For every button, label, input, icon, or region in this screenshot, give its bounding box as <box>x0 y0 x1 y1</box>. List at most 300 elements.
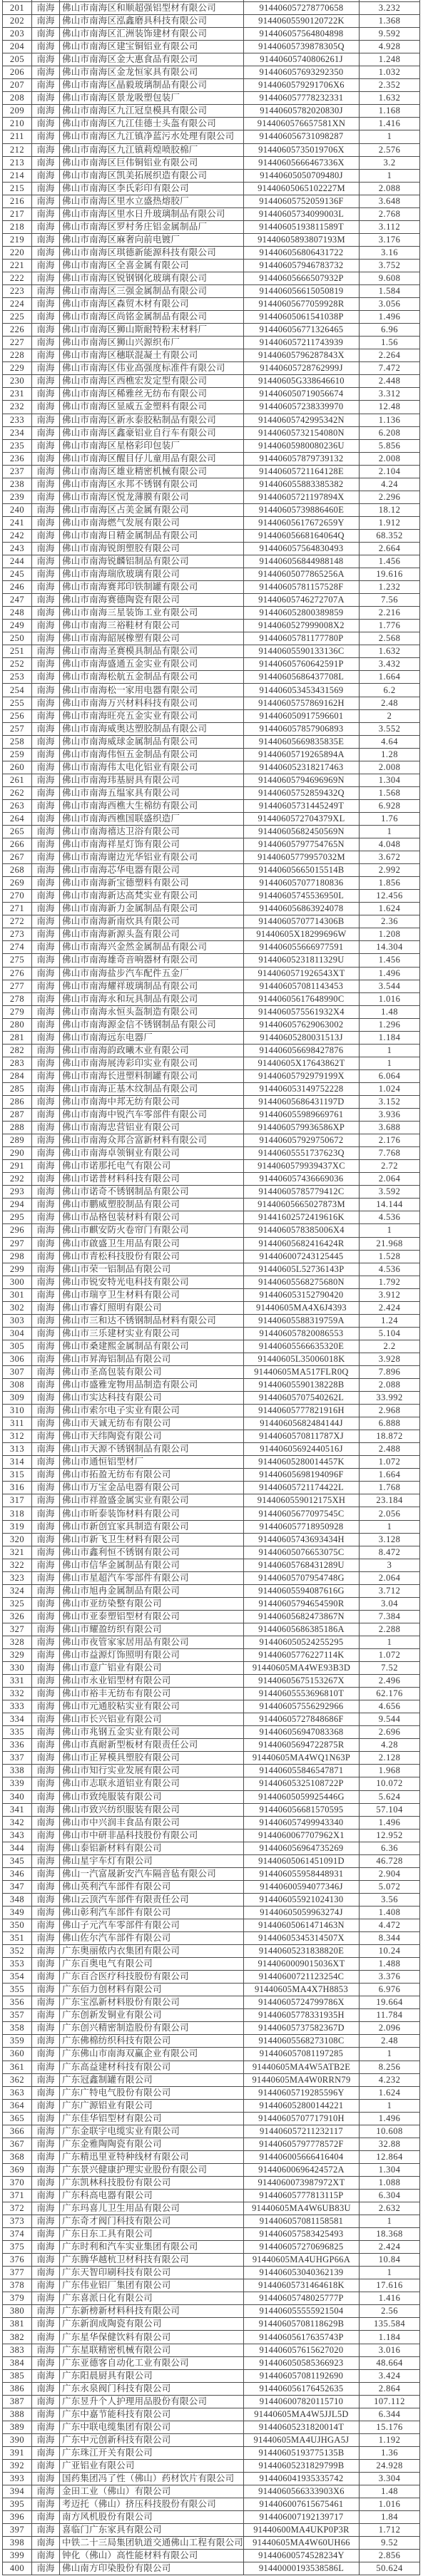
value-cell: 2.088 <box>360 183 420 195</box>
company-name-cell: 佛山市南海远东电器厂 <box>60 1032 244 1044</box>
value-cell: 3.376 <box>360 1971 420 1983</box>
table-row <box>3 1984 420 1996</box>
region-cell: 南海 <box>32 2190 60 2202</box>
credit-code-cell: 914406057820086553 <box>244 1328 360 1340</box>
region-cell: 南海 <box>32 1134 60 1146</box>
value-cell: 48.664 <box>360 2357 420 2369</box>
table-row <box>3 1122 420 1134</box>
credit-code-cell: 91440605721197894X <box>244 491 360 503</box>
company-name-cell: 佛山星宇车灯有限公司 <box>60 1855 244 1867</box>
value-cell: 2.128 <box>360 1752 420 1764</box>
value-cell: 3.04 <box>360 1598 420 1610</box>
company-name-cell: 佛山市南海松航五金制品有限公司 <box>60 671 244 683</box>
table-row <box>3 1134 420 1147</box>
credit-code-cell: 91440605061451091D <box>244 1855 360 1867</box>
region-cell: 南海 <box>32 1430 60 1442</box>
value-cell: 135.584 <box>360 2318 420 2330</box>
credit-code-cell: 914406057946783732 <box>244 260 360 272</box>
credit-code-cell: 914406055883385382 <box>244 478 360 491</box>
table-row <box>3 864 420 877</box>
company-name-cell: 佛山市南海三裕鞋材有限公司 <box>60 620 244 632</box>
row-number-cell: 274 <box>3 941 32 953</box>
value-cell: 1.416 <box>360 2292 420 2304</box>
value-cell: 23.184 <box>360 1494 420 1507</box>
credit-code-cell: 914406053149752228 <box>244 1083 360 1095</box>
credit-code-cell: 91440605193811589T <box>244 221 360 233</box>
region-cell: 南海 <box>32 2215 60 2227</box>
table-row <box>3 1559 420 1572</box>
value-cell: 3.16 <box>360 247 420 259</box>
value-cell: 5.624 <box>360 1791 420 1803</box>
table-row <box>3 1726 420 1739</box>
region-cell: 南海 <box>32 851 60 863</box>
table-row <box>3 1494 420 1507</box>
table-row <box>3 1328 420 1340</box>
value-cell: 1 <box>360 130 420 143</box>
value-cell: 3.056 <box>360 298 420 310</box>
value-cell: 3.688 <box>360 1122 420 1134</box>
credit-code-cell: 914406057081192690 <box>244 2370 360 2382</box>
table-row <box>3 697 420 710</box>
table-row <box>3 2562 420 2575</box>
company-name-cell: 佛山市南海圣赛模具制品有限公司 <box>60 645 244 657</box>
company-name-cell: 佛山市南海区悦龙薄膜有限公司 <box>60 491 244 503</box>
company-name-cell: 佛山市南海区九江冠皇模具有限公司 <box>60 105 244 117</box>
table-row <box>3 2408 420 2421</box>
credit-code-cell: 91440605568273108C <box>244 2035 360 2047</box>
company-name-cell: 佛山市元通胶粘实业有限公司 <box>60 1700 244 1713</box>
company-name-cell: 广东奥丽侬内衣集团有限公司 <box>60 1945 244 1957</box>
company-name-cell: 佛山市南海区麻奢向前电镀厂 <box>60 234 244 246</box>
credit-code-cell: 91440605757869162H <box>244 697 360 709</box>
value-cell: 1.632 <box>360 92 420 104</box>
region-cell: 南海 <box>32 2228 60 2240</box>
value-cell: 3.232 <box>360 2 420 14</box>
row-number-cell: 374 <box>3 2228 32 2240</box>
credit-code-cell: 91440605735019706X <box>244 144 360 156</box>
credit-code-cell: 91440605MA4W60UH66 <box>244 2537 360 2549</box>
table-row <box>3 2087 420 2100</box>
row-number-cell: 365 <box>3 2113 32 2125</box>
company-name-cell: 佛山市南海展涛彩印实业有限公司 <box>60 1057 244 1069</box>
row-number-cell: 320 <box>3 1534 32 1546</box>
credit-code-cell: 9144060009015036XT <box>244 1958 360 1970</box>
value-cell: 6.36 <box>360 1842 420 1854</box>
company-name-cell: 广东日东工具有限公司 <box>60 2228 244 2240</box>
company-name-cell: 广东佰力创材料有限公司 <box>60 1984 244 1996</box>
credit-code-cell: 91440605734099003L <box>244 208 360 220</box>
table-row <box>3 1340 420 1353</box>
region-cell: 南海 <box>32 2100 60 2112</box>
row-number-cell: 293 <box>3 1186 32 1198</box>
credit-code-cell: 9144060559012175XH <box>244 1494 360 1507</box>
company-name-cell: 佛山市南海三星装饰工业有限公司 <box>60 607 244 619</box>
value-cell: 1 <box>360 1045 420 1057</box>
row-number-cell: 340 <box>3 1791 32 1803</box>
credit-code-cell: 914406055958448931 <box>244 1868 360 1880</box>
value-cell: 2.424 <box>360 1302 420 1314</box>
company-name-cell: 佛山市南海新源头盔有限公司 <box>60 928 244 940</box>
table-row <box>3 1263 420 1276</box>
row-number-cell: 360 <box>3 2048 32 2060</box>
credit-code-cell: 9144060579936586XP <box>244 1122 360 1134</box>
value-cell: 2.424 <box>360 2241 420 2253</box>
table-row <box>3 1430 420 1443</box>
row-number-cell: 250 <box>3 632 32 645</box>
table-row <box>3 1057 420 1070</box>
company-name-cell: 佛山市南海赛德陶瓷有限公司 <box>60 594 244 606</box>
region-cell: 南海 <box>32 362 60 374</box>
value-cell: 8.256 <box>360 2061 420 2073</box>
table-row <box>3 2318 420 2331</box>
region-cell: 南海 <box>32 79 60 91</box>
credit-code-cell: 914406056176452635 <box>244 2383 360 2395</box>
row-number-cell: 221 <box>3 260 32 272</box>
credit-code-cell: 91440605668164064Q <box>244 530 360 542</box>
credit-code-cell: 91440605MA4WE93B3D <box>244 1662 360 1674</box>
row-number-cell: 379 <box>3 2292 32 2304</box>
company-name-cell: 佛山市南海区稀雅丝无纺布有限公司 <box>60 388 244 400</box>
table-row <box>3 1289 420 1302</box>
table-row <box>3 851 420 864</box>
value-cell: 1.768 <box>360 1482 420 1494</box>
region-cell: 南海 <box>32 1636 60 1648</box>
region-cell: 南海 <box>32 1186 60 1198</box>
company-name-cell: 佛山市南海区西樵宏发定型有限公司 <box>60 375 244 387</box>
region-cell: 南海 <box>32 2177 60 2189</box>
company-name-cell: 佛山市中研非晶科技股份有限公司 <box>60 1830 244 1842</box>
table-row <box>3 2370 420 2383</box>
row-number-cell: 397 <box>3 2524 32 2536</box>
region-cell: 南海 <box>32 980 60 992</box>
value-cell: 4.656 <box>360 1700 420 1713</box>
credit-code-cell: 91440605785779412C <box>244 1186 360 1198</box>
credit-code-cell: 914406056947083368 <box>244 1726 360 1738</box>
company-name-cell: 佛山市南海伟恒五金制品有限公司 <box>60 749 244 761</box>
region-cell: 南海 <box>32 285 60 297</box>
credit-code-cell: 91440600721123254C <box>244 1971 360 1983</box>
company-name-cell: 佛山市南海正基木纹制品有限公司 <box>60 1083 244 1095</box>
value-cell: 1.296 <box>360 1019 420 1031</box>
credit-code-cell: 91440605682473867N <box>244 1611 360 1623</box>
region-cell: 南海 <box>32 1328 60 1340</box>
region-cell: 南海 <box>32 761 60 774</box>
value-cell: 12.48 <box>360 401 420 413</box>
table-row <box>3 645 420 658</box>
value-cell: 9.592 <box>360 28 420 40</box>
region-cell: 南海 <box>32 2344 60 2356</box>
company-name-cell: 广东佛山市南海双赢企业有限公司 <box>60 2048 244 2060</box>
region-cell: 南海 <box>32 1006 60 1018</box>
table-row <box>3 221 420 234</box>
table-row <box>3 1096 420 1109</box>
company-name-cell: 广东金联宇电缆实业有限公司 <box>60 2125 244 2138</box>
table-row <box>3 2421 420 2434</box>
region-cell: 南海 <box>32 1019 60 1031</box>
row-number-cell: 362 <box>3 2074 32 2086</box>
credit-code-cell: 91440605231838820E <box>244 1945 360 1957</box>
credit-code-cell: 91440605076653075C <box>244 1546 360 1559</box>
table-row <box>3 157 420 170</box>
value-cell: 3.552 <box>360 723 420 735</box>
credit-code-cell: 9144060067707962X1 <box>244 1830 360 1842</box>
value-cell: 2.48 <box>360 697 420 709</box>
row-number-cell: 233 <box>3 414 32 426</box>
company-name-cell: 佛山市南海区星格彩印包装厂 <box>60 440 244 452</box>
company-name-cell: 广东中元创新科技有限公司 <box>60 2434 244 2446</box>
credit-code-cell: 91440605686385186A <box>244 1623 360 1636</box>
row-number-cell: 234 <box>3 427 32 439</box>
credit-code-cell: 914406053453431569 <box>244 684 360 696</box>
table-row <box>3 1817 420 1830</box>
value-cell: 14.304 <box>360 941 420 953</box>
row-number-cell: 256 <box>3 710 32 722</box>
row-number-cell: 322 <box>3 1559 32 1571</box>
row-number-cell: 327 <box>3 1623 32 1636</box>
region-cell: 南海 <box>32 1507 60 1519</box>
value-cell: 1.192 <box>360 2434 420 2446</box>
company-name-cell: 佛山市南海区森贸木材有限公司 <box>60 298 244 310</box>
region-cell: 南海 <box>32 337 60 349</box>
row-number-cell: 294 <box>3 1199 32 1211</box>
row-number-cell: 381 <box>3 2318 32 2330</box>
row-number-cell: 338 <box>3 1765 32 1777</box>
row-number-cell: 383 <box>3 2344 32 2356</box>
credit-code-cell: 914406055555921504 <box>244 2305 360 2317</box>
region-cell: 南海 <box>32 2485 60 2498</box>
table-row <box>3 247 420 260</box>
region-cell: 南海 <box>32 66 60 78</box>
table-row <box>3 2460 420 2473</box>
row-number-cell: 209 <box>3 105 32 117</box>
region-cell: 南海 <box>32 1777 60 1790</box>
region-cell: 南海 <box>32 1224 60 1236</box>
company-table-body <box>3 2 420 2575</box>
row-number-cell: 232 <box>3 401 32 413</box>
value-cell: 2.72 <box>360 1160 420 1172</box>
value-cell: 57.104 <box>360 1804 420 1816</box>
credit-code-cell: 91440605686437708L <box>244 671 360 683</box>
company-name-cell: 佛山市新飞卫生材料有限公司 <box>60 1534 244 1546</box>
row-number-cell: 306 <box>3 1353 32 1365</box>
row-number-cell: 342 <box>3 1817 32 1829</box>
credit-code-cell: 91440605665015514B <box>244 864 360 876</box>
value-cell: 10.072 <box>360 1777 420 1790</box>
region-cell: 南海 <box>32 2035 60 2047</box>
table-row <box>3 1019 420 1032</box>
credit-code-cell: 91440605MA517FLR0Q <box>244 1366 360 1378</box>
credit-code-cell: 91440605707954748G <box>244 1572 360 1584</box>
credit-code-cell: 91440605682484144J <box>244 1417 360 1430</box>
value-cell: 2.096 <box>360 2022 420 2034</box>
value-cell: 2.496 <box>360 1675 420 1687</box>
table-row <box>3 671 420 684</box>
region-cell: 南海 <box>32 1842 60 1854</box>
value-cell: 1.36 <box>360 2447 420 2459</box>
credit-code-cell: 914406057077180836 <box>244 877 360 889</box>
row-number-cell: 354 <box>3 1971 32 1983</box>
company-name-cell: 佛山市天源不锈钢制品有限公司 <box>60 1443 244 1455</box>
region-cell: 南海 <box>32 1032 60 1044</box>
table-row <box>3 1186 420 1199</box>
company-name-cell: 佛山市南海区三强金属制品有限公司 <box>60 285 244 297</box>
table-row <box>3 838 420 851</box>
region-cell: 南海 <box>32 144 60 156</box>
row-number-cell: 396 <box>3 2511 32 2523</box>
company-name-cell: 佛山市诺奇不锈钢制品有限公司 <box>60 1186 244 1198</box>
row-number-cell: 248 <box>3 607 32 619</box>
credit-code-cell: 914406057278770658 <box>244 2 360 14</box>
region-cell: 南海 <box>32 1263 60 1276</box>
company-name-cell: 佛山市南海区里水日升玻璃制品有限公司 <box>60 208 244 220</box>
row-number-cell: 204 <box>3 41 32 53</box>
value-cell: 5.104 <box>360 1328 420 1340</box>
row-number-cell: 389 <box>3 2421 32 2433</box>
credit-code-cell: 914406053152790420 <box>244 1289 360 1301</box>
value-cell: 1.136 <box>360 414 420 426</box>
row-number-cell: 235 <box>3 440 32 452</box>
value-cell: 6.304 <box>360 2190 420 2202</box>
row-number-cell: 247 <box>3 594 32 606</box>
credit-code-cell: 91440605L52736143P <box>244 1263 360 1276</box>
region-cell: 南海 <box>32 1726 60 1738</box>
value-cell: 1.168 <box>360 105 420 117</box>
value-cell: 2.864 <box>360 2383 420 2395</box>
region-cell: 南海 <box>32 491 60 503</box>
table-row <box>3 530 420 543</box>
credit-code-cell: 91440600594077346J <box>244 1881 360 1893</box>
table-row <box>3 1405 420 1417</box>
value-cell: 1.28 <box>360 749 420 761</box>
region-cell: 南海 <box>32 2138 60 2150</box>
value-cell: 3.112 <box>360 221 420 233</box>
table-row <box>3 1469 420 1482</box>
region-cell: 南海 <box>32 1765 60 1777</box>
region-cell: 南海 <box>32 2292 60 2304</box>
table-row <box>3 607 420 620</box>
credit-code-cell: 914406057081143453 <box>244 980 360 992</box>
row-number-cell: 349 <box>3 1907 32 1919</box>
value-cell: 2.576 <box>360 144 420 156</box>
credit-code-cell: 91440605061471463N <box>244 1919 360 1931</box>
credit-code-cell: 91440000193538586L <box>244 2562 360 2575</box>
company-name-cell: 佛山市亚纺染整有限公司 <box>60 1598 244 1610</box>
company-name-cell: 喜临门广东家具有限公司 <box>60 2524 244 2536</box>
value-cell: 1.792 <box>360 1276 420 1288</box>
row-number-cell: 244 <box>3 555 32 568</box>
value-cell: 17.616 <box>360 2279 420 2292</box>
region-cell: 南海 <box>32 1160 60 1172</box>
row-number-cell: 245 <box>3 568 32 580</box>
value-cell: 2.176 <box>360 1134 420 1146</box>
row-number-cell: 254 <box>3 684 32 696</box>
row-number-cell: 333 <box>3 1700 32 1713</box>
row-number-cell: 229 <box>3 362 32 374</box>
table-row <box>3 349 420 362</box>
table-row <box>3 1302 420 1315</box>
row-number-cell: 325 <box>3 1598 32 1610</box>
value-cell: 3.152 <box>360 1096 420 1108</box>
table-row <box>3 2190 420 2202</box>
table-row <box>3 941 420 954</box>
row-number-cell: 392 <box>3 2460 32 2472</box>
region-cell: 南海 <box>32 1932 60 1944</box>
company-name-cell: 佛山市南海永恒头盔制造有限公司 <box>60 1006 244 1018</box>
table-row <box>3 1919 420 1932</box>
region-cell: 南海 <box>32 1894 60 1906</box>
company-name-cell: 佛山市南海中锐汽车零部件有限公司 <box>60 1109 244 1121</box>
company-name-cell: 佛山市知行实业发展有限公司 <box>60 1765 244 1777</box>
region-cell: 南海 <box>32 1469 60 1481</box>
region-cell: 南海 <box>32 247 60 259</box>
credit-code-cell: 91440605050709480J <box>244 170 360 182</box>
company-name-cell: 佛山市昕泰装饰材料有限公司 <box>60 1507 244 1519</box>
credit-code-cell: 914406057238339970 <box>244 401 360 413</box>
credit-code-cell: 91440605MA4UHGP66A <box>244 2254 360 2266</box>
table-row <box>3 2228 420 2241</box>
row-number-cell: 203 <box>3 28 32 40</box>
company-name-cell: 广东科高电器有限公司 <box>60 2190 244 2202</box>
table-row <box>3 684 420 697</box>
table-row <box>3 1006 420 1019</box>
value-cell: 1.856 <box>360 877 420 889</box>
value-cell: 2.352 <box>360 79 420 91</box>
company-name-cell: 佛山市南海区和顺超强铝型材有限公司 <box>60 2 244 14</box>
table-row <box>3 453 420 466</box>
region-cell: 南海 <box>32 2524 60 2536</box>
row-number-cell: 388 <box>3 2408 32 2421</box>
row-number-cell: 344 <box>3 1842 32 1854</box>
region-cell: 南海 <box>32 1585 60 1597</box>
table-row <box>3 1945 420 1958</box>
table-row <box>3 2537 420 2550</box>
region-cell: 南海 <box>32 2254 60 2266</box>
table-row <box>3 749 420 761</box>
credit-code-cell: 91440605797754765N <box>244 838 360 851</box>
value-cell: 21.968 <box>360 1238 420 1250</box>
region-cell: 南海 <box>32 684 60 696</box>
region-cell: 南海 <box>32 2511 60 2523</box>
row-number-cell: 353 <box>3 1958 32 1970</box>
region-cell: 南海 <box>32 632 60 645</box>
region-cell: 南海 <box>32 671 60 683</box>
value-cell: 2.856 <box>360 2550 420 2562</box>
credit-code-cell: 91440600574528234Y <box>244 2550 360 2562</box>
value-cell: 7.768 <box>360 1147 420 1159</box>
table-row <box>3 1456 420 1469</box>
credit-code-cell: 91440605746272707A <box>244 594 360 606</box>
table-row <box>3 1623 420 1636</box>
value-cell: 4.048 <box>360 838 420 851</box>
credit-code-cell: 91440605MA4W5JJL5D <box>244 2408 360 2421</box>
row-number-cell: 317 <box>3 1494 32 1507</box>
credit-code-cell: 91440605707717910H <box>244 2113 360 2125</box>
value-cell: 6.96 <box>360 324 420 336</box>
row-number-cell: 387 <box>3 2396 32 2408</box>
company-name-cell: 广亚铝业有限公司 <box>60 2460 244 2472</box>
row-number-cell: 347 <box>3 1881 32 1893</box>
credit-code-cell: 91440605692440516J <box>244 1443 360 1455</box>
row-number-cell: 385 <box>3 2370 32 2382</box>
value-cell: 2.216 <box>360 607 420 619</box>
region-cell: 南海 <box>32 1958 60 1970</box>
region-cell: 南海 <box>32 2421 60 2433</box>
table-row <box>3 826 420 838</box>
company-name-cell: 佛山市耀盈纺织有限公司 <box>60 1623 244 1636</box>
row-number-cell: 351 <box>3 1932 32 1944</box>
table-row <box>3 890 420 903</box>
table-row <box>3 183 420 195</box>
